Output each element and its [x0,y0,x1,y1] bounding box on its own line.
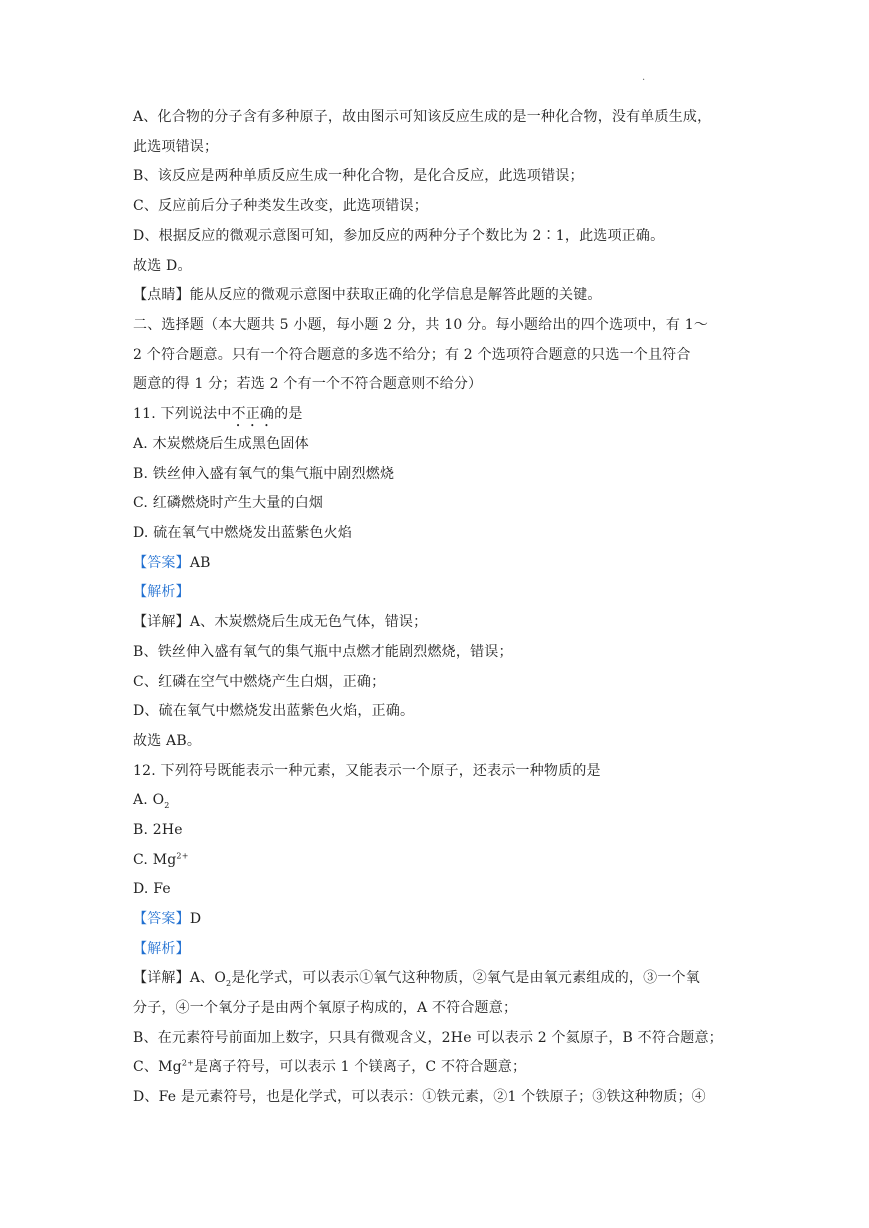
q12-option-c [133,850,189,870]
q10-analysis-c: C、反应前后分子种类发生改变，此选项错误； [133,198,428,214]
q10-analysis-a-line2: 此选项错误； [133,139,219,155]
section2-heading-line2: 2 个符合题意。只有一个符合题意的多选不给分；有 2 个选项符合题意的只选一个且符合 [133,347,691,363]
q12-detail-c-post: 是离子符号，可以表示 1 个镁离子，C 不符合题意； [194,1059,527,1075]
q11-option-a: A. 木炭燃烧后生成黑色固体 [133,436,309,452]
q11-option-c: C. 红磷燃烧时产生大量的白烟 [133,495,324,511]
section2-heading-line1: 二、选择题（本大题共 5 小题，每小题 2 分，共 10 分。每小题给出的四个选项中，有 1～ [133,317,709,333]
q12-answer-value: D [189,911,202,927]
q12-option-c-superscript: 2+ [176,851,189,861]
q12-detail-c-superscript: 2+ [181,1058,195,1068]
q11-option-b: B. 铁丝伸入盛有氧气的集气瓶中剧烈燃烧 [133,466,395,482]
q12-detail-a-post: 是化学式，可以表示①氧气这种物质，②氧气是由氧元素组成的，③一个氧 [231,970,700,986]
q11-stem [133,404,303,430]
q12-detail-a-line1 [133,968,700,988]
q12-option-b: B. 2He [133,822,183,838]
q12-stem: 12. 下列符号既能表示一种元素，又能表示一个原子，还表示一种物质的是 [133,763,601,779]
q12-detail-c-pre: C、Mg [133,1059,182,1075]
q12-detail-a-subscript: 2 [226,978,232,988]
q11-detail-d: D、硫在氧气中燃烧发出蓝紫色火焰，正确。 [133,703,415,719]
q11-detail-a-text: A、木炭燃烧后生成无色气体，错误； [189,614,428,630]
q11-option-d: D. 硫在氧气中燃烧发出蓝紫色火焰 [133,525,353,541]
q12-detail-label: 【详解】 [133,970,190,986]
q11-detail-label: 【详解】 [133,614,190,630]
q11-detail-b: B、铁丝伸入盛有氧气的集气瓶中点燃才能剧烈燃烧，错误； [133,644,513,660]
q12-analysis-label: 【解析】 [133,941,190,957]
q12-answer [133,909,201,929]
q12-option-c-text: C. Mg [133,852,177,868]
q12-detail-c [133,1057,526,1077]
q11-answer-label: 【答案】 [133,555,190,571]
q11-analysis-label: 【解析】 [133,584,190,600]
q12-detail-d: D、Fe 是元素符号，也是化学式，可以表示：①铁元素，②1 个铁原子；③铁这种物质；④ [133,1089,706,1105]
q10-analysis-d: D、根据反应的微观示意图可知，参加反应的两种分子个数比为 2∶1，此选项正确。 [133,228,665,244]
q12-detail-a-line2: 分子，④一个氧分子是由两个氧原子构成的，A 不符合题意； [133,1000,518,1016]
q11-answer [133,553,211,573]
section2-heading-line3: 题意的得 1 分；若选 2 个有一个不符合题意则不给分） [133,376,483,392]
q11-choice: 故选 AB。 [133,733,202,749]
q12-option-a [133,790,170,810]
header-mark: . [642,72,646,83]
q11-stem-pre: 11. 下列说法中 [133,406,232,422]
q11-detail-a [133,612,427,632]
q10-comment: 【点睛】能从反应的微观示意图中获取正确的化学信息是解答此题的关键。 [133,287,602,303]
q11-answer-value: AB [189,555,211,571]
q12-option-a-text: A. O [133,792,165,808]
q12-option-a-subscript: 2 [164,800,170,810]
q11-stem-emphasis: 不正确 [231,406,275,422]
q11-stem-post: 的是 [274,406,303,422]
q12-detail-b: B、在元素符号前面加上数字，只具有微观含义，2He 可以表示 2 个氦原子，B 不符合题意； [133,1030,723,1046]
q10-analysis-a-line1: A、化合物的分子含有多种原子，故由图示可知该反应生成的是一种化合物，没有单质生成， [133,109,712,125]
q10-analysis-b: B、该反应是两种单质反应生成一种化合物，是化合反应，此选项错误； [133,168,584,184]
q12-detail-a-pre: A、O [189,970,227,986]
q12-option-d: D. Fe [133,881,171,897]
q10-choice: 故选 D。 [133,258,192,274]
q12-answer-label: 【答案】 [133,911,190,927]
q11-detail-c: C、红磷在空气中燃烧产生白烟，正确； [133,674,386,690]
